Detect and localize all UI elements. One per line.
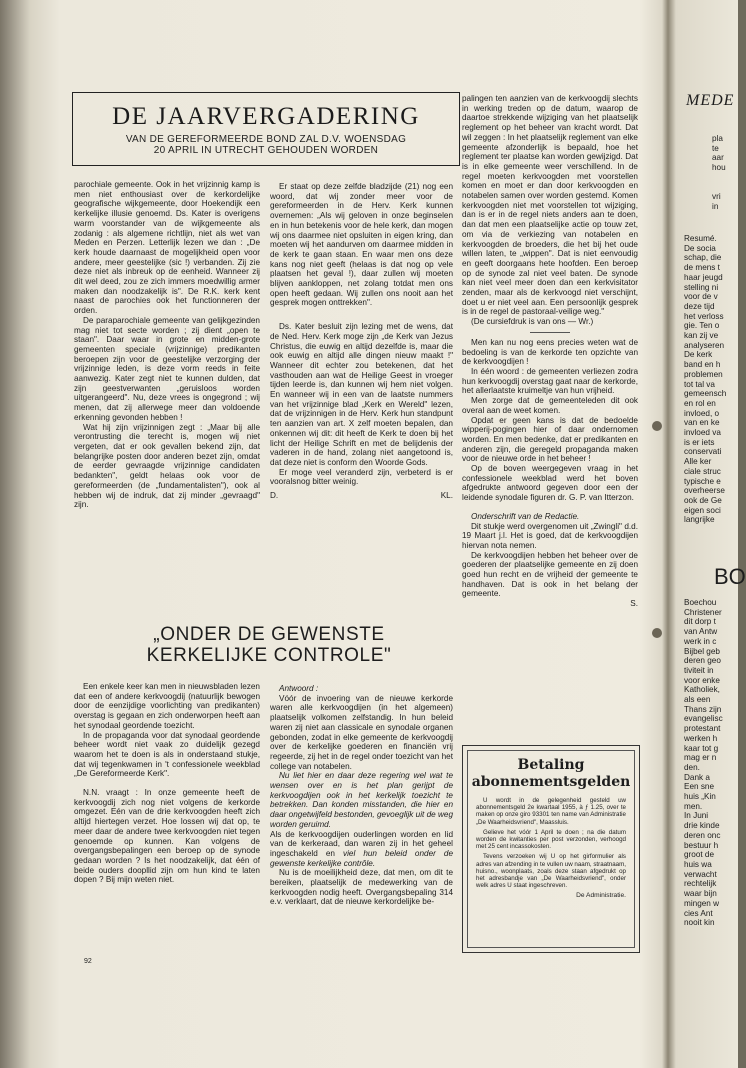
right-page-line: gemeensch [684, 389, 727, 399]
right-page-line: is er iets [684, 437, 715, 447]
article-subtitle-line-2: 20 APRIL IN UTRECHT GEHOUDEN WORDEN [153, 145, 379, 156]
right-page-line: als een [684, 695, 711, 705]
paragraph: Een enkele keer kan men in nieuwsbladen lezen dat een of andere kerkvoogdij (natuurlijk bewogen door de eenzijdige voorlichting van predikanten) overstag is gegaan en zich onderworpen heeft aan het synodaal geordende toezicht. [74, 682, 260, 730]
paragraph: Ds. Kater besluit zijn lezing met de wens, dat de Ned. Herv. Kerk moge zijn „de Kerk van Jezus Christus, die euwig en altijd dezelfde is, maar die ook euwig en altijd alle dingen nieuw maakt !" Wanneer dit echter zou betekenen, dat het vasthouden aan wat de Heilige Geest in vroeger tijden leerde is, dan kunnen wij hem niet volgen. En wanneer wij in een van de laatste nummers van het vrijzinnige blad „Kerk en Wereld" lezen, dat de vrijzinnigen in de Herv. Kerk hun standpunt ten aanzien van art. X zelf moeten bepalen, dan onkennen wij dit: dit heeft de Kerk te doen bij het licht der Heilige Schrift en met de belijdenis der vaderen in de hand, zolang niet aangetoond is, dat deze niet is conform den Woorde Gods. [270, 322, 453, 467]
right-page-line: cies Ant [684, 908, 713, 918]
paragraph: (De cursiefdruk is van ons — Wr.) [471, 317, 594, 327]
right-page-line: haar jeugd [684, 272, 723, 282]
paragraph: Opdat er geen kans is dat de bedoelde wipperij-pogingen hier of daar ondernomen worden. En men bedenke, dat er predikanten en anderen zijn, die geregeld propaganda maken voor de nieuwe orde in het beheer ! [462, 415, 638, 464]
paragraph: Wat hij zijn vrijzinnigen zegt : „Maar bij alle verontrusting die terecht is, mogen wij niet vergeten, dat er ook gevallen bekend zijn, dat belangrijke posten door anderen bezet zijn, omdat de eerder gevraagde vrijzinnige candidaten bedankten", geldt helaas ook voor de gereformeerden (de „fundamentalisten"), ook al hebben wij de indruk, dat zij minder „gevraagd" zijn. [74, 422, 260, 510]
signature: S. [630, 599, 638, 609]
binding-hole [652, 628, 662, 638]
right-page-line: pla [712, 134, 723, 143]
right-page-line: De kerk [684, 350, 713, 360]
right-page-line: ciale struc [684, 466, 721, 476]
column-3 [462, 94, 638, 609]
paragraph: N.N. vraagt : In onze gemeente heeft de kerkvoogdij zich nog niet volgens de kerkorde omgezet. Eén van de drie kerkvoogden heeft zich altijd hiertegen verzet. Hoe lossen wij dat op, te meer daar de andere twee kerkvoogden niet tegen genoemde op kunnen. Kan volgens de overgangsbepalingen een beroep op de synode gedaan worden ? Is het noodzakelijk, dat één of beide ouders doopllid zijn om hun kind te laten dopen ? Bij mijn weten niet. [74, 788, 260, 885]
right-page-line: Resumé. [684, 234, 717, 243]
right-page-line: bestuur h [684, 840, 719, 850]
right-page-line: band en h [684, 360, 721, 370]
right-page-line: vri [712, 192, 721, 202]
right-page-fragment-top [712, 134, 726, 212]
right-page-line: rechtelijk [684, 879, 717, 889]
right-page-line: waar bijn [684, 889, 717, 899]
right-page-line [712, 183, 726, 193]
right-page-line: werk in c [684, 636, 717, 646]
heading-line-2: KERKELIJKE CONTROLE" [146, 645, 392, 666]
binding-hole [652, 421, 662, 431]
column-4 [74, 682, 260, 885]
right-page-line: den. [684, 762, 700, 772]
right-page-line: evangelisc [684, 714, 723, 724]
right-page-line: aar [712, 153, 724, 163]
right-page-line: analyseren [684, 340, 725, 350]
payment-notice-title-1: Betaling [517, 757, 585, 773]
right-page-line: van en ke [684, 418, 720, 428]
right-page-line: invloed va [684, 428, 721, 438]
right-page-fragment-bottom [684, 598, 723, 928]
right-page-line: groot de [684, 850, 715, 860]
paragraph: De kerkvoogdijen hebben het beheer over de goederen der plaatselijke gemeente en zij doen goed hun recht en de vrijheid der gemeente te handhaven. Dat is ook in het belang der gemeente. [462, 550, 638, 599]
right-page-line: huis wa [684, 859, 712, 869]
paragraph-italic: viel hun beleid onder de gewenste kerkelijke contrôle. [270, 848, 453, 868]
right-page-line: nooit kin [684, 918, 715, 928]
heading-line-1: „ONDER DE GEWENSTE [153, 624, 385, 645]
right-page-heading-b: BO [714, 564, 746, 589]
right-page-line: Dank a [684, 772, 710, 782]
article-subtitle-line-1: VAN DE GEREFORMEERDE BOND ZAL D.V. WOENSDAG [125, 134, 407, 145]
divider [530, 332, 570, 333]
right-page-line: mag er n [684, 753, 717, 763]
right-page-line: protestant [684, 724, 721, 734]
right-page-line: gie. Ten o [684, 321, 720, 331]
right-page-line: huis „Kin [684, 792, 716, 802]
paragraph: Dit stukje werd overgenomen uit „Zwingli" d.d. 19 Maart j.l. Het is goed, dat de kerkvoogdijen hiervan nota nemen. [462, 521, 638, 550]
paragraph: Men kan nu nog eens precies weten wat de bedoeling is van de kerkorde ten opzichte van de kerkvoogdijen ! [462, 337, 638, 367]
right-page-line: deze tijd [684, 301, 715, 311]
payment-notice-frame [467, 750, 635, 948]
right-page-line: Katholiek, [684, 685, 720, 695]
signature-line [270, 491, 453, 501]
right-page-line: De socia [684, 243, 716, 253]
article-heading-2 [134, 624, 404, 666]
paragraph: Onderschrift van de Redactie. [471, 511, 580, 521]
right-page-line: Christener [684, 607, 722, 617]
right-page-line: men. [684, 801, 703, 811]
right-page-line: de mens t [684, 263, 720, 273]
paragraph: Gelieve het vóór 1 April te doen ; na die datum worden de kwitanties per post verzonden, verhoogd met 25 cent incassokosten. [476, 828, 626, 851]
right-page-line: van Antw [684, 627, 718, 637]
right-page-line: hou [712, 163, 726, 173]
right-page-line: In Juni [684, 811, 709, 821]
right-page-line: eigen soci [684, 505, 721, 515]
signature-left: D. [270, 491, 279, 501]
paragraph: Er staat op deze zelfde bladzijde (21) nog een woord, dat wij zonder meer voor de gereformeerden in de Herv. Kerk kunnen overnemen: „Als wij geloven in onze beginselen en in hun betekenis voor de hele kerk, dan mogen wij ons daarmee niet opsluiten in eigen kring, dan moeten wij het aandurven om daarmee midden in de kerk te gaan staan. En waar men ons deze kans nog niet geeft (helaas is dat nog op vele plaatsen het geval !), daar zullen wij moeten blijven aankloppen, net zolang totdat men ons open heeft gedaan. Wij zullen ons nooit aan het gesprek mogen onttrekken". [270, 182, 453, 308]
right-page-line: typische e [684, 476, 721, 486]
right-page-line: Thans zijn [684, 704, 722, 714]
paragraph: palingen ten aanzien van de kerkvoogdij slechts in werking treden op de datum, waarop de daartoe strekkende wijziging van het plaatselijk reglement op het beheer van kracht wordt. Dat wil zeggen : In het plaatselijk reglement van elke gemeente afzonderlijk is bepaald, hoe het reglement ter plaatse kan worden gewijzigd. Dat is in elke gemeente weer verschillend. In de regel moeten kerkvoogden met voorstellen komen en moet er dan door kerkvoogden en notabelen samen over worden gestemd. Komen kerkvoogden niet met voorstellen tot wijziging, dan is er in de regel niets anders aan te doen, dan dat men een plaatselijke actie op touw zet, om via de verkiezing van notabelen en kerkvoogden de broeders, die het bij het oude willen laten, te „wippen". Dat is niet eenvoudig en geeft doorgaans hete hoofden. Een beroep op de synode zal niet veel baten. De synode kan niet veel meer doen dan een kerkvisitator zenden, maar als de kerkvoogd niet verschijnt, doet u er niet veel aan. Een persoonlijk gesprek is in de regel de pastoraal-veilige weg." [462, 94, 638, 317]
right-page-line: voor enke [684, 675, 720, 685]
right-page-line: dit dorp t [684, 617, 716, 627]
right-page-line: in [712, 201, 719, 211]
paragraph: Er moge veel veranderd zijn, verbeterd is er vooralsnog bitter weinig. [270, 467, 453, 487]
right-page-fragment-middle [684, 234, 726, 525]
column-5 [270, 684, 453, 907]
paragraph: In de propaganda voor dat synodaal geordende beheer wordt niet vaak zo duidelijk gezegd waarom het te doen is als in onderstaand stukje, dat wij tegenkwamen in 't confessionele weekblad „De Gereformeerde Kerk". [74, 730, 260, 779]
right-page-line: Een sne [684, 782, 715, 792]
right-page-line: deren geo [684, 656, 721, 666]
right-page-line: problemen [684, 369, 723, 379]
right-page-line: kan zij ve [684, 331, 719, 341]
right-page-line: ook de Ge [684, 495, 722, 505]
right-page-line: overheerse [684, 486, 725, 496]
right-page-line: kaar tot g [684, 743, 719, 753]
right-page-line: langrijke [684, 515, 715, 525]
paragraph: Men zorge dat de gemeenteleden dit ook overal aan de weet komen. [462, 396, 638, 415]
paragraph: Vóór de invoering van de nieuwe kerkorde waren alle kerkvoogdijen (in het algemeen) plaatselijk volkomen zelfstandig. In hun beleid waren zij niet aan classicale en synodale organen gebonden, zodat in elke gemeente de kerkvoogdij over de kerkelijke goederen en financiën vrij regeerde, zij het in de regel onder toezicht van het college van notabelen. [270, 693, 453, 771]
right-page-line: voor de v [684, 292, 718, 302]
payment-notice-title-2: abonnementsgelden [471, 774, 631, 790]
answer-label: Antwoord : [279, 684, 319, 693]
column-2 [270, 182, 453, 501]
paragraph: Als de kerkvoogdijen ouderlingen worden en lid van de kerkeraad, dan waren zij in het geheel ingeschakeld en [270, 829, 453, 858]
article-title-box [72, 92, 460, 166]
paragraph: Tevens verzoeken wij U op het girformulier als adres van afzending in te vullen uw naam, straatnaam, huisno., woonplaats, zoals deze staan afgedrukt op het adresbandje van „De Waarheidsvriend", onder welk adres U staat ingeschreven. [476, 853, 626, 890]
right-page-line: invloed, o [684, 408, 720, 418]
payment-notice-body [468, 791, 634, 900]
right-page-line: drie kinde [684, 821, 720, 831]
right-page-line: Alle ker [684, 457, 712, 467]
paragraph: In één woord : de gemeenten verliezen zodra hun kerkvoogdij overstag gaat naar de kerkorde, het allerlaatste kruimeltje van hun vrijheid. [462, 366, 638, 396]
signature-right: KL. [440, 491, 453, 501]
right-page-line: mingen w [684, 898, 720, 908]
right-page-line: schap, die [684, 253, 722, 263]
paragraph: U wordt in de gelegenheid gesteld uw abonnementsgeld 2e kwartaal 1955, à ƒ 1.25, over te maken op onze giro 93301 ten name van Administratie „De Waarheidsvriend", Maassluis. [476, 797, 626, 826]
payment-notice-signoff: De Administratie. [576, 892, 626, 900]
payment-notice-box [462, 745, 640, 953]
right-page-line: verwacht [684, 869, 717, 879]
paragraph: De paraparochiale gemeente van gelijkgezinden mag niet tot secte worden ; zij dient „open te staan". Daar waar in grote en midden-grote gemeenten speciale (vrijzinnige) predikanten beroepen zijn voor de geestelijke verzorging der vrijzinnige leden, is deze vorm reeds in feite aanwezig. Kater zegt niet te kunnen dulden, dat zijn geestverwanten „geruisloos worden uitgerangeerd". Nu, deze vrees is ongegrond ; wij menen, dat zij allerwege meer dan voldoende erkenning gevonden hebben ! [74, 315, 260, 422]
right-page-line [712, 173, 726, 183]
paragraph: Nu is de moeilijkheid deze, dat men, om dit te bereiken, plaatselijk de medewerking van de kerkvoogden nodig heeft. Overgangsbepaling 314 e.v. verklaart, dat de nieuwe kerkordelijke be- [270, 868, 453, 907]
right-page-line: te [712, 143, 719, 153]
article-title: DE JAARVERGADERING [112, 103, 420, 130]
paragraph: Op de boven weergegeven vraag in het confessionele weekblad werd het boven afgedrukte antwoord gegeven door een der leidende synodale figuren dr. G. P. van Itterzon. [462, 464, 638, 503]
page-number: 92 [84, 958, 92, 965]
right-page-line: tiviteit in [684, 665, 714, 675]
right-page-line: stelling ni [684, 282, 719, 292]
column-1 [74, 180, 260, 510]
right-page-line: deren onc [684, 830, 721, 840]
right-page-line: conservati [684, 447, 722, 457]
paragraph: parochiale gemeente. Ook in het vrijzinnig kamp is men niet enthousiast over de kerkordelijke geografische wijkgemeente, door Hoekendijk een kerkelijke illusie genoemd. Ds. Kater is overigens warm voorstander van de wijkgemeente als zodanig : als algemene richtlijn, niet als wet van Meden en Perzen. Letterlijk lezen we dan : „De kerk houde daarnaast de mogelijkheid open voor andere, meer geestelijke (sic !) verbanden. Zij zie deze niet als inbreuk op de eenheid. Wanneer zij dit wel deed, zou ze zich immers moedwillig armer maken dan noodzakelijk is". De R.K. kerk kent naast de parochies ook het functionneren der orden. [74, 180, 260, 316]
right-page-line: werken h [684, 733, 718, 743]
right-page-line: Bijbel geb [684, 646, 720, 656]
right-page-heading: MEDE [686, 92, 735, 109]
right-page-line: Boechou [684, 598, 717, 607]
right-page-line: het verloss [684, 311, 724, 321]
right-page-line: en rol en [684, 398, 716, 408]
paragraph: Nu liet hier en daar deze regering wel wat te wensen over en is het plan gerijpt de kerkvoogdijen ook in het kerkelijk toezicht te betrekken. Dan konden misstanden, die hier en daar ongetwijfeld bestonden, gevoeglijk uit de weg worden geruimd. [270, 771, 453, 829]
right-page-line: tot tal va [684, 379, 715, 389]
